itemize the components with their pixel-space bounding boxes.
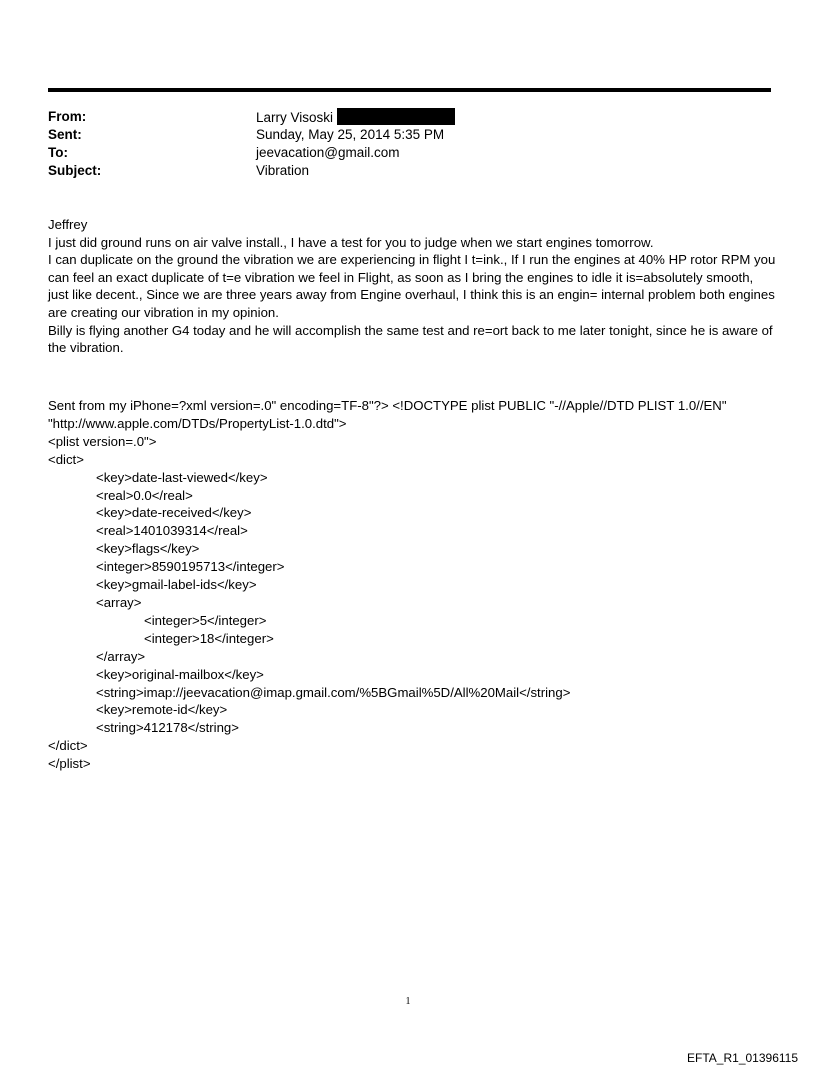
plist-line: <string>imap://jeevacation@imap.gmail.com/%5BGmail%5D/All%20Mail</string> [96, 684, 571, 700]
plist-line: <integer>8590195713</integer> [96, 559, 285, 575]
dtd-line: "http://www.apple.com/DTDs/PropertyList-1.0.dtd"> [48, 415, 347, 431]
to-value: jeevacation@gmail.com [256, 145, 400, 160]
sent-value: Sunday, May 25, 2014 5:35 PM [256, 127, 445, 142]
plist-line: <key>flags</key> [96, 541, 200, 557]
plist-block [48, 397, 727, 773]
from-value: Larry Visoski [256, 110, 334, 125]
email-body [48, 216, 776, 357]
sent-label: Sent: [48, 127, 82, 142]
plist-line: <key>remote-id</key> [96, 702, 228, 718]
redaction-block [337, 108, 455, 125]
plist-line: <key>original-mailbox</key> [96, 666, 264, 682]
body-paragraph: I just did ground runs on air valve install., I have a test for you to judge when we start engines tomorrow. [48, 234, 654, 250]
bates-number: EFTA_R1_01396115 [687, 1051, 798, 1065]
subject-label: Subject: [48, 163, 102, 178]
sent-from-line: Sent from my iPhone=?xml version=.0" encoding=TF-8"?> <!DOCTYPE plist PUBLIC "-//Apple//DTD PLIST 1.0//EN" [48, 398, 727, 413]
greeting: Jeffrey [48, 217, 88, 232]
from-value-row [256, 108, 455, 127]
header-rule [48, 88, 771, 92]
plist-line: <key>gmail-label-ids</key> [96, 577, 257, 593]
plist-open-tag: <plist version=.0"> [48, 433, 157, 449]
body-paragraph: I can duplicate on the ground the vibration we are experiencing in flight I t=ink., If I run the engines at 40% HP rotor RPM you can feel an exact duplicate of t=e vibration we feel in Flight, as soon as I bring the engines to idle it is=absolutely smooth, just like decent., Since we are three years away from Engine overhaul, I think this is an engin= internal problem both engines are creating our vibration in my opinion. [48, 252, 776, 320]
dict-close-tag: </dict> [48, 738, 88, 754]
plist-line: <integer>18</integer> [144, 630, 274, 646]
plist-line: <real>0.0</real> [96, 487, 193, 503]
plist-close-tag: </plist> [48, 756, 91, 772]
plist-line: <array> [96, 594, 142, 610]
plist-line: </array> [96, 648, 146, 664]
dict-open-tag: <dict> [48, 451, 84, 467]
from-label: From: [48, 109, 87, 124]
plist-line: <key>date-received</key> [96, 505, 252, 521]
page-number: 1 [405, 996, 411, 1007]
plist-line: <real>1401039314</real> [96, 523, 248, 539]
subject-value: Vibration [256, 163, 310, 178]
plist-line: <integer>5</integer> [144, 612, 267, 628]
to-label: To: [48, 145, 68, 160]
plist-line: <key>date-last-viewed</key> [96, 469, 268, 485]
plist-line: <string>412178</string> [96, 720, 239, 736]
body-paragraph: Billy is flying another G4 today and he will accomplish the same test and re=ort back to me later tonight, since he is aware of the vibration. [48, 322, 773, 356]
